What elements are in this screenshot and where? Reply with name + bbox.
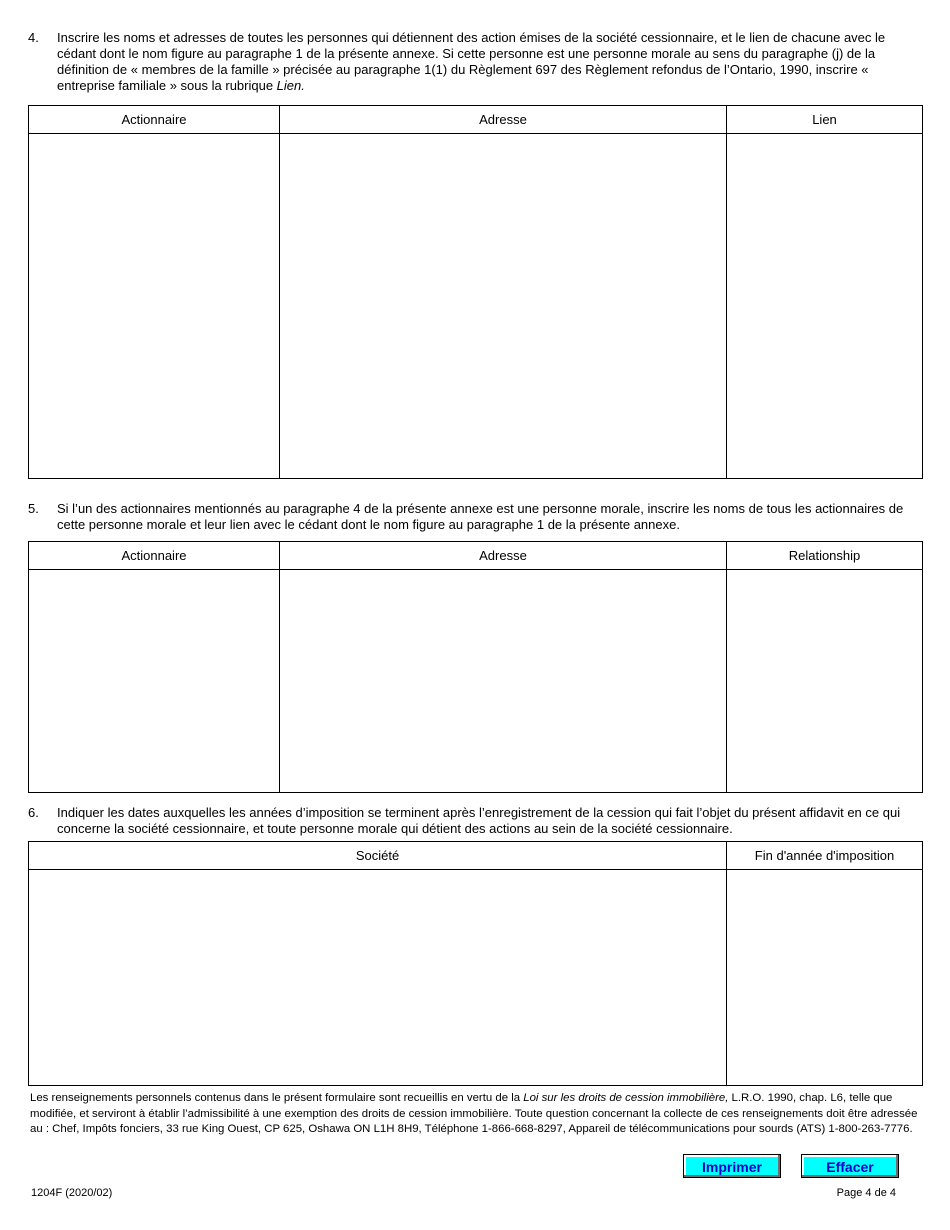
s5-relationship-input[interactable] xyxy=(727,664,922,698)
s4-adresse-cell xyxy=(280,134,727,479)
s5-col-relationship: Relationship xyxy=(727,542,923,570)
section-5-number: 5. xyxy=(28,501,39,516)
s6-fin-annee-input[interactable] xyxy=(727,961,922,995)
section-5-text: Si l’un des actionnaires mentionnés au paragraphe 4 de la présente annexe est une personne morale, inscrire les noms de tous les actionnaires de cette personne morale et leur lien avec le cédant dont le nom figure au paragraphe 1 de la présente annexe. xyxy=(57,501,904,532)
section-5-instructions xyxy=(28,501,923,533)
section-4-text: Inscrire les noms et adresses de toutes les personnes qui détiennent des action émises de la société cessionnaire, et le lien de chacune avec le cédant dont le nom figure au paragraphe 1 de la présente annexe. Si cette personne est une personne morale au sens du paragraphe (j) de la définition de « membres de la famille » précisée au paragraphe 1(1) du Règlement 697 des Règlement refondus de l’Ontario, 1990, inscrire « entreprise familiale » sous la rubrique xyxy=(57,30,886,93)
s4-col-actionnaire: Actionnaire xyxy=(29,106,280,134)
privacy-text-2: L.R.O. 1990, chap. L6, telle que modifiée, et serviront à établir l’admissibilité à une exemption des droits de cession immobilière. Toute question concernant la collecte de ces renseignements doit être adressée au : Chef, Impôts fonciers, 33 rue King Ouest, CP 625, Oshawa ON L1H 8H9, Téléphone 1-866-668-8297, Appareil de télécommunications pour sourds (ATS) 1-800-263-7776. xyxy=(30,1092,918,1135)
section-6-text: Indiquer les dates auxquelles les années d’imposition se terminent après l’enregistrement de la cession qui fait l’objet du présent affidavit en ce qui concerne la société cessionnaire, et toute personne morale qui détient des actions au sein de la société cessionnaire. xyxy=(57,805,901,836)
page-number: Page 4 de 4 xyxy=(836,1187,896,1199)
privacy-text-1: Les renseignements personnels contenus dans le présent formulaire sont recueillis en vertu de la xyxy=(30,1092,524,1104)
s5-col-adresse: Adresse xyxy=(280,542,727,570)
s6-fin-annee-cell xyxy=(727,870,923,1086)
s5-actionnaire-cell xyxy=(29,570,280,793)
section-4-text-italic: Lien. xyxy=(276,78,305,93)
print-button[interactable]: Imprimer xyxy=(683,1154,781,1178)
s4-lien-input[interactable] xyxy=(727,289,922,323)
clear-button[interactable]: Effacer xyxy=(801,1154,899,1178)
s5-col-actionnaire: Actionnaire xyxy=(29,542,280,570)
s4-col-lien: Lien xyxy=(727,106,923,134)
privacy-law-name: Loi sur les droits de cession immobilière, xyxy=(523,1092,729,1104)
section-6 xyxy=(28,805,923,837)
s6-col-societe: Société xyxy=(29,842,727,870)
section-4 xyxy=(28,30,923,94)
s4-actionnaire-input[interactable] xyxy=(29,289,279,323)
s6-societe-cell xyxy=(29,870,727,1086)
section-5-table xyxy=(28,541,923,793)
section-6-number: 6. xyxy=(28,805,39,820)
form-code: 1204F (2020/02) xyxy=(31,1187,113,1199)
privacy-notice xyxy=(30,1091,925,1138)
s5-adresse-cell xyxy=(280,570,727,793)
s4-actionnaire-cell xyxy=(29,134,280,479)
s4-lien-cell xyxy=(727,134,923,479)
s5-actionnaire-input[interactable] xyxy=(29,664,279,698)
s6-col-fin-annee: Fin d'année d'imposition xyxy=(727,842,923,870)
s4-adresse-input[interactable] xyxy=(280,289,726,323)
section-6-table xyxy=(28,841,923,1086)
s5-relationship-cell xyxy=(727,570,923,793)
section-4-instructions xyxy=(28,30,923,94)
s5-adresse-input[interactable] xyxy=(280,664,726,698)
s4-col-adresse: Adresse xyxy=(280,106,727,134)
section-6-instructions xyxy=(28,805,923,837)
section-4-table xyxy=(28,105,923,479)
s6-societe-input[interactable] xyxy=(29,961,726,995)
section-5 xyxy=(28,501,923,533)
section-4-number: 4. xyxy=(28,30,39,45)
